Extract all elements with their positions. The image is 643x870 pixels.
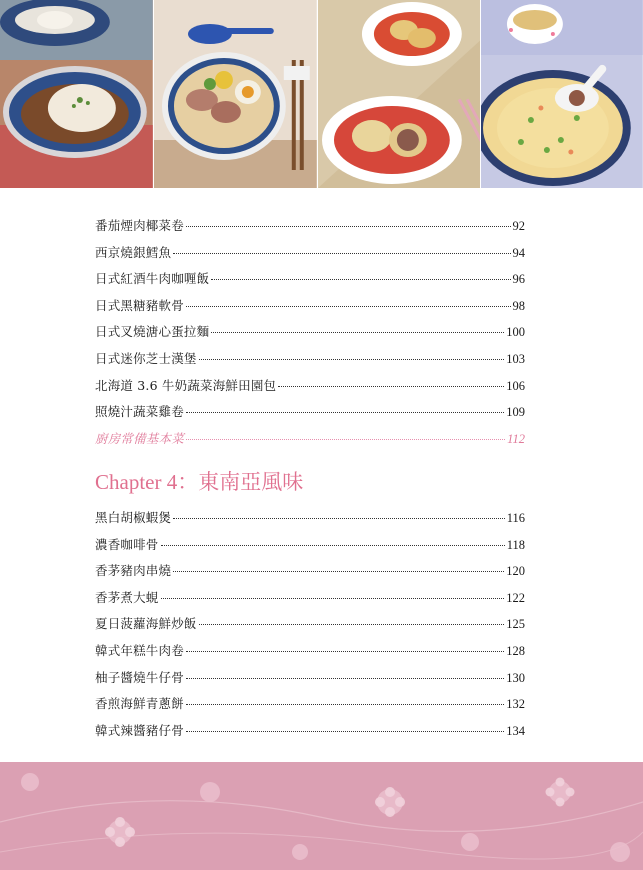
toc-entry-title: 番茄煙肉椰菜卷 (95, 218, 184, 233)
toc-entry[interactable] (95, 505, 525, 532)
dot-leader (186, 730, 504, 732)
toc-entry-page: 118 (506, 537, 525, 552)
toc-entry-page: 125 (506, 617, 525, 632)
toc-entry-title: 照燒汁蔬菜雞卷 (95, 404, 184, 420)
toc-entry-page: 116 (506, 511, 525, 525)
toc-entry-title: 西京燒銀鱈魚 (95, 244, 172, 260)
toc-entry-title: 日式黑糖豬軟骨 (95, 297, 184, 313)
dot-leader (173, 517, 505, 519)
dot-leader (186, 305, 511, 307)
photo-cabbage-rolls (318, 0, 481, 188)
toc-entry-page: 109 (506, 405, 525, 420)
toc-entry-highlighted[interactable] (95, 426, 525, 453)
toc-entry-title: 夏日菠蘿海鮮炒飯 (95, 616, 197, 632)
toc-entry-page: 128 (506, 643, 525, 658)
chapter-heading: Chapter 4：東南亞風味 (95, 470, 304, 494)
toc-list-lower (95, 505, 525, 744)
toc-entry[interactable] (95, 319, 525, 346)
dot-leader (161, 544, 505, 546)
toc-entry-page: 98 (512, 298, 525, 313)
photo-ramen-bowl (154, 0, 317, 188)
toc-entry[interactable] (95, 691, 525, 718)
toc-entry[interactable] (95, 611, 525, 638)
toc-entry-page: 130 (506, 670, 525, 685)
toc-entry-page: 94 (512, 245, 525, 260)
toc-entry-title: 黑白胡椒蝦煲 (95, 510, 172, 525)
toc-entry[interactable] (95, 213, 525, 240)
toc-entry-title: 韓式年糕牛肉卷 (95, 642, 184, 658)
dot-leader (186, 438, 505, 440)
photo-strip (0, 0, 643, 188)
dot-leader (173, 252, 510, 254)
toc-entry-page: 103 (506, 351, 525, 366)
toc-entry-title: 香煎海鮮青蔥餅 (95, 696, 184, 712)
dot-leader (186, 225, 511, 227)
toc-entry-title: 日式叉燒溏心蛋拉麵 (95, 324, 210, 340)
toc-entry-title: 柚子醬燒牛仔骨 (95, 669, 184, 685)
toc-entry[interactable] (95, 373, 525, 400)
dot-leader (211, 331, 504, 333)
dot-leader (211, 278, 510, 280)
toc-entry-title: 濃香咖啡骨 (95, 536, 159, 552)
toc-entry-page: 134 (506, 723, 525, 738)
toc-entry-title: 北海道 3.6 牛奶蔬菜海鮮田園包 (95, 377, 277, 393)
toc-entry[interactable] (95, 240, 525, 267)
dot-leader (199, 623, 505, 625)
toc-entry-page: 112 (507, 431, 525, 446)
photo-steamed-tofu-bowl (0, 0, 153, 188)
toc-entry-title: 香茅豬肉串燒 (95, 563, 172, 579)
toc-entry-title: 韓式辣醬豬仔骨 (95, 722, 184, 738)
toc-entry[interactable] (95, 585, 525, 612)
dot-leader (161, 597, 505, 599)
toc-entry-page: 106 (506, 378, 525, 393)
toc-entry[interactable] (95, 532, 525, 559)
dot-leader (199, 358, 505, 360)
toc-entry-title: 香茅煮大蜆 (95, 589, 159, 605)
toc-entry[interactable] (95, 718, 525, 745)
toc-entry-page: 132 (506, 697, 525, 712)
toc-entry-title: 日式迷你芝士漢堡 (95, 350, 197, 366)
dot-leader (186, 703, 504, 705)
dot-leader (186, 650, 504, 652)
toc-entry-page: 92 (512, 219, 525, 233)
dot-leader (173, 570, 504, 572)
toc-entry[interactable] (95, 399, 525, 426)
toc-entry-page: 100 (506, 325, 525, 340)
toc-entry-page: 122 (506, 590, 525, 605)
toc-entry[interactable] (95, 665, 525, 692)
toc-entry[interactable] (95, 638, 525, 665)
dot-leader (186, 677, 504, 679)
toc-entry-title: 日式紅酒牛肉咖喱飯 (95, 271, 210, 287)
toc-entry[interactable] (95, 346, 525, 373)
toc-entry[interactable] (95, 266, 525, 293)
toc-entry[interactable] (95, 293, 525, 320)
dot-leader (186, 411, 504, 413)
toc-entry-page: 120 (506, 564, 525, 579)
toc-entry[interactable] (95, 558, 525, 585)
toc-entry-title: 廚房常備基本菜 (95, 430, 184, 446)
photo-egg-rice (481, 0, 643, 188)
toc-entry-page: 96 (512, 272, 525, 287)
toc-list-upper (95, 213, 525, 452)
floral-footer-band (0, 762, 643, 870)
dot-leader (278, 385, 504, 387)
